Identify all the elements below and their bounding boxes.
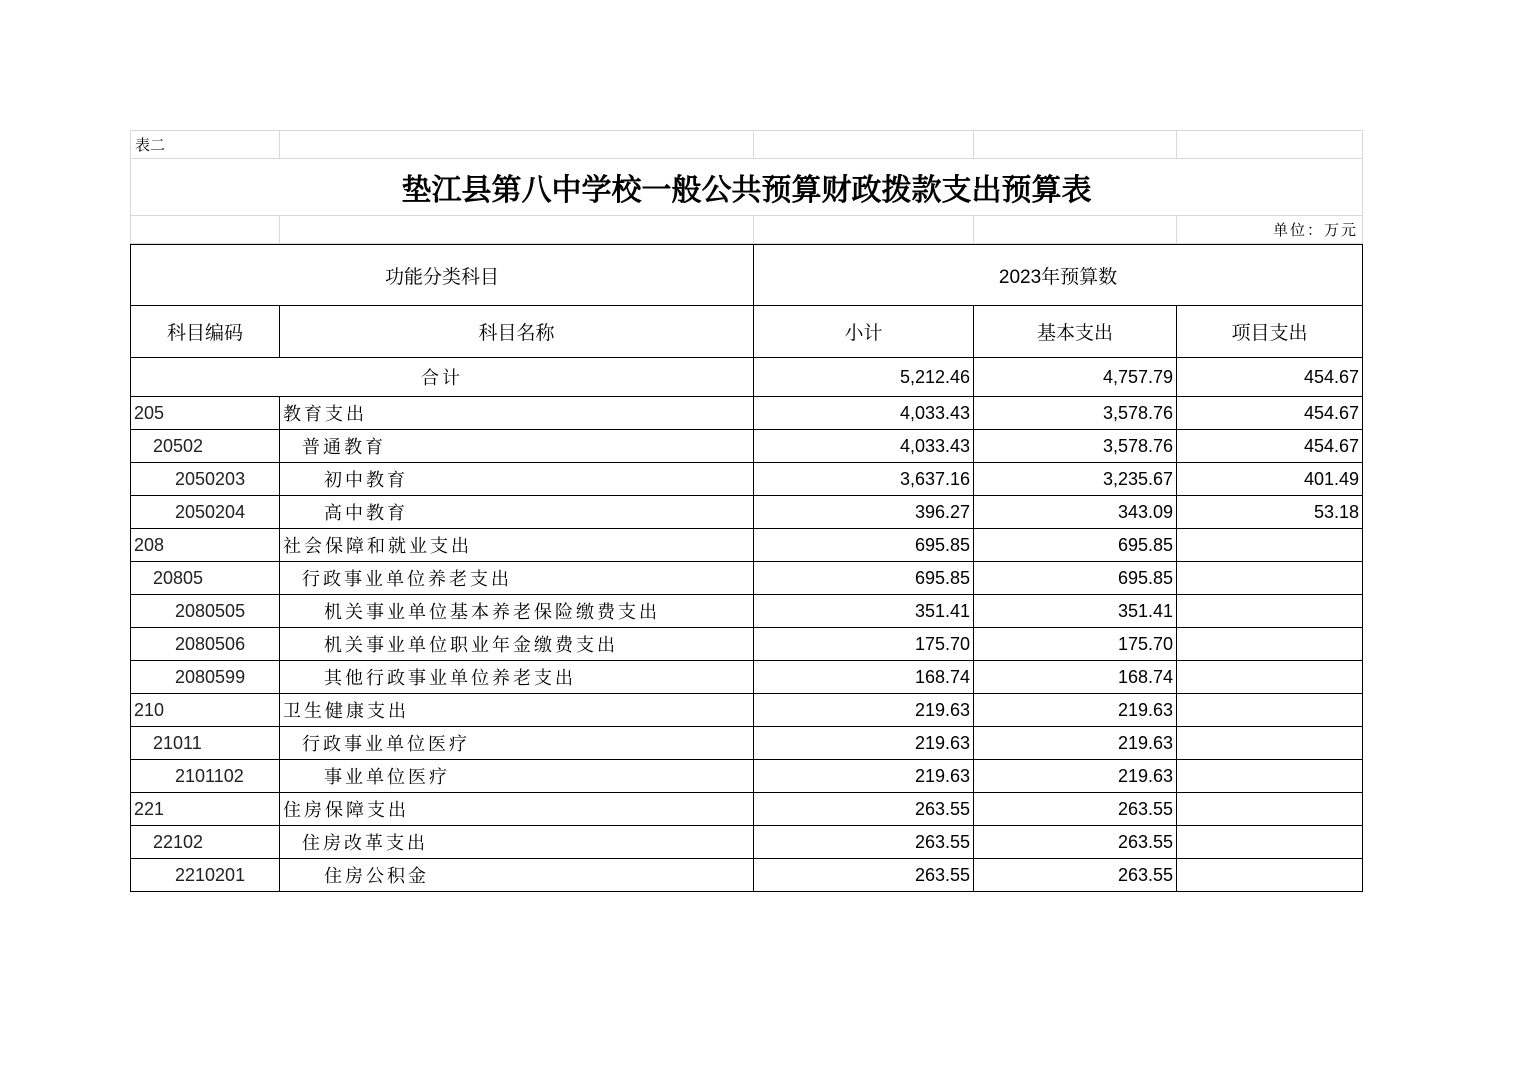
row-code: 20502: [131, 430, 280, 463]
func-category-header: 功能分类科目: [131, 245, 754, 306]
row-code: 2080506: [131, 628, 280, 661]
table-row: [131, 694, 1363, 727]
row-project: [1177, 661, 1363, 694]
row-project: [1177, 694, 1363, 727]
row-subtotal: 3,637.16: [754, 463, 974, 496]
row-subtotal: 219.63: [754, 727, 974, 760]
row-basic: 168.74: [974, 661, 1177, 694]
row-code: 22102: [131, 826, 280, 859]
row-basic: 343.09: [974, 496, 1177, 529]
table-row: [131, 463, 1363, 496]
row-name: 机关事业单位基本养老保险缴费支出: [280, 595, 754, 628]
table-number: 表二: [131, 131, 280, 159]
row-name: 机关事业单位职业年金缴费支出: [280, 628, 754, 661]
table-row: [131, 430, 1363, 463]
row-code: 2101102: [131, 760, 280, 793]
total-subtotal: 5,212.46: [754, 358, 974, 397]
row-project: [1177, 793, 1363, 826]
page-title: 垫江县第八中学校一般公共预算财政拨款支出预算表: [131, 159, 1363, 216]
total-label: 合计: [131, 358, 754, 397]
table-row: [131, 496, 1363, 529]
row-project: 401.49: [1177, 463, 1363, 496]
row-basic: 263.55: [974, 826, 1177, 859]
row-basic: 695.85: [974, 562, 1177, 595]
col-header-basic: 基本支出: [974, 306, 1177, 358]
row-basic: 263.55: [974, 859, 1177, 892]
col-header-code: 科目编码: [131, 306, 280, 358]
row-subtotal: 168.74: [754, 661, 974, 694]
row-basic: 695.85: [974, 529, 1177, 562]
budget-table: [130, 244, 1363, 892]
row-project: [1177, 529, 1363, 562]
row-name: 事业单位医疗: [280, 760, 754, 793]
row-name: 住房保障支出: [280, 793, 754, 826]
table-row: [131, 859, 1363, 892]
row-project: 454.67: [1177, 397, 1363, 430]
row-basic: 263.55: [974, 793, 1177, 826]
total-basic: 4,757.79: [974, 358, 1177, 397]
table-row: [131, 397, 1363, 430]
row-subtotal: 4,033.43: [754, 430, 974, 463]
row-basic: 219.63: [974, 694, 1177, 727]
row-subtotal: 351.41: [754, 595, 974, 628]
row-subtotal: 263.55: [754, 859, 974, 892]
row-subtotal: 396.27: [754, 496, 974, 529]
row-code: 205: [131, 397, 280, 430]
total-project: 454.67: [1177, 358, 1363, 397]
budget-year-header: 2023年预算数: [754, 245, 1363, 306]
total-row: [131, 358, 1363, 397]
row-code: 2050203: [131, 463, 280, 496]
row-project: [1177, 859, 1363, 892]
row-code: 221: [131, 793, 280, 826]
row-name: 住房改革支出: [280, 826, 754, 859]
row-name: 普通教育: [280, 430, 754, 463]
row-subtotal: 4,033.43: [754, 397, 974, 430]
row-project: [1177, 826, 1363, 859]
row-code: 2050204: [131, 496, 280, 529]
row-name: 住房公积金: [280, 859, 754, 892]
row-name: 行政事业单位养老支出: [280, 562, 754, 595]
row-basic: 175.70: [974, 628, 1177, 661]
row-subtotal: 219.63: [754, 694, 974, 727]
row-code: 210: [131, 694, 280, 727]
table-row: [131, 595, 1363, 628]
row-name: 卫生健康支出: [280, 694, 754, 727]
col-header-project: 项目支出: [1177, 306, 1363, 358]
row-name: 行政事业单位医疗: [280, 727, 754, 760]
col-header-name: 科目名称: [280, 306, 754, 358]
row-name: 初中教育: [280, 463, 754, 496]
row-project: 53.18: [1177, 496, 1363, 529]
row-name: 其他行政事业单位养老支出: [280, 661, 754, 694]
sheet-header: [130, 130, 1363, 244]
row-project: [1177, 562, 1363, 595]
table-row: [131, 562, 1363, 595]
row-subtotal: 695.85: [754, 562, 974, 595]
row-basic: 351.41: [974, 595, 1177, 628]
row-basic: 3,578.76: [974, 430, 1177, 463]
row-code: 208: [131, 529, 280, 562]
row-basic: 219.63: [974, 760, 1177, 793]
row-project: [1177, 760, 1363, 793]
row-name: 社会保障和就业支出: [280, 529, 754, 562]
table-row: [131, 793, 1363, 826]
row-subtotal: 695.85: [754, 529, 974, 562]
row-code: 20805: [131, 562, 280, 595]
row-subtotal: 219.63: [754, 760, 974, 793]
row-basic: 3,578.76: [974, 397, 1177, 430]
row-subtotal: 263.55: [754, 793, 974, 826]
table-row: [131, 760, 1363, 793]
budget-sheet: [130, 130, 1362, 892]
row-basic: 3,235.67: [974, 463, 1177, 496]
table-row: [131, 628, 1363, 661]
row-code: 21011: [131, 727, 280, 760]
row-project: [1177, 727, 1363, 760]
table-row: [131, 529, 1363, 562]
row-code: 2210201: [131, 859, 280, 892]
row-subtotal: 263.55: [754, 826, 974, 859]
row-project: [1177, 595, 1363, 628]
row-project: [1177, 628, 1363, 661]
table-row: [131, 661, 1363, 694]
table-row: [131, 727, 1363, 760]
col-header-subtotal: 小计: [754, 306, 974, 358]
unit-label: 单位：万元: [1177, 216, 1363, 244]
row-code: 2080505: [131, 595, 280, 628]
row-name: 教育支出: [280, 397, 754, 430]
row-name: 高中教育: [280, 496, 754, 529]
row-basic: 219.63: [974, 727, 1177, 760]
row-project: 454.67: [1177, 430, 1363, 463]
row-subtotal: 175.70: [754, 628, 974, 661]
table-row: [131, 826, 1363, 859]
row-code: 2080599: [131, 661, 280, 694]
